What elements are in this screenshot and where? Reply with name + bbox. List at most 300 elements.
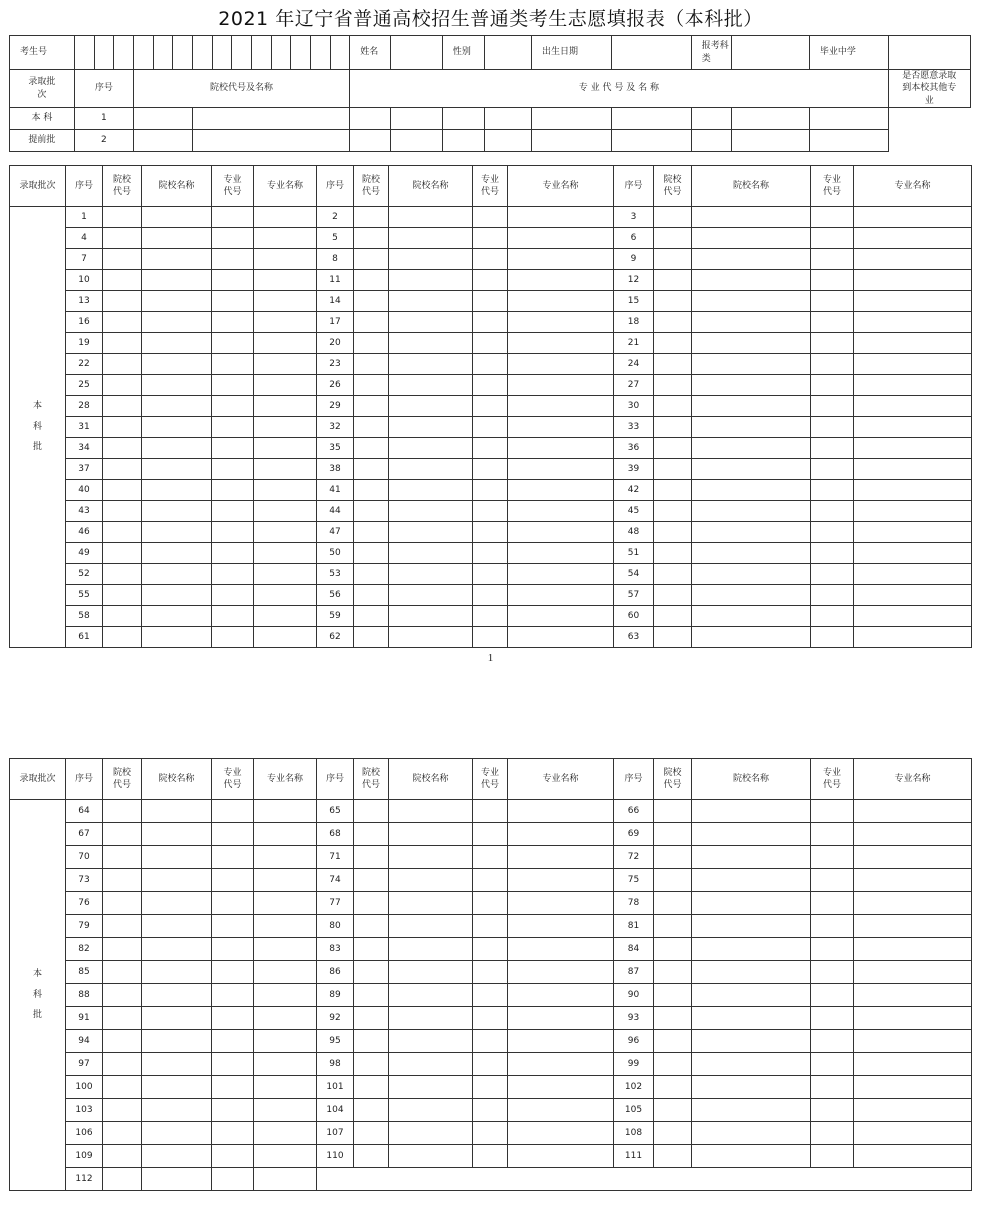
college-code-field[interactable] [103,938,142,961]
college-name-field[interactable] [142,501,212,522]
major-name-field[interactable] [854,522,972,543]
major-code-field[interactable] [473,823,508,846]
major-name-field[interactable] [254,459,317,480]
major-name-field[interactable] [508,869,614,892]
major-name-field[interactable] [254,1122,317,1145]
college-name-field[interactable] [142,915,212,938]
college-name-field[interactable] [692,522,811,543]
gender-field[interactable] [484,36,531,70]
college-name-field[interactable] [142,938,212,961]
major-code-field[interactable] [473,1099,508,1122]
major-name-field[interactable] [508,585,614,606]
college-name-field[interactable] [192,130,349,152]
college-code-field[interactable] [354,459,389,480]
major-code-field[interactable] [811,333,854,354]
exam-no-digit[interactable] [232,36,252,70]
major-code-field[interactable] [473,207,508,228]
college-name-field[interactable] [389,249,473,270]
college-name-field[interactable] [389,312,473,333]
major-code-field[interactable] [473,459,508,480]
exam-no-digit[interactable] [74,36,94,70]
college-code-field[interactable] [654,501,692,522]
major-name-field[interactable] [854,564,972,585]
major-name-field[interactable] [254,312,317,333]
major-name-field[interactable] [854,800,972,823]
college-code-field[interactable] [354,846,389,869]
exam-no-digit[interactable] [291,36,311,70]
college-name-field[interactable] [692,846,811,869]
major-code-field[interactable] [473,606,508,627]
major-name-field[interactable] [854,984,972,1007]
major-code-field[interactable] [212,1168,254,1191]
major-name-field[interactable] [854,1030,972,1053]
major-name-field[interactable] [254,606,317,627]
major-code-field[interactable] [473,1076,508,1099]
major-name-field[interactable] [854,459,972,480]
major-name-field[interactable] [254,375,317,396]
major-name-field[interactable] [254,270,317,291]
college-code-field[interactable] [103,606,142,627]
college-code-field[interactable] [103,459,142,480]
college-name-field[interactable] [142,417,212,438]
major-code-field[interactable] [811,522,854,543]
college-code-field[interactable] [654,869,692,892]
major-code-field[interactable] [212,915,254,938]
college-code-field[interactable] [103,375,142,396]
major-name-field[interactable] [732,108,810,130]
college-code-field[interactable] [654,438,692,459]
college-name-field[interactable] [692,823,811,846]
major-code-field[interactable] [811,984,854,1007]
college-name-field[interactable] [389,480,473,501]
major-code-field[interactable] [473,892,508,915]
college-code-field[interactable] [654,270,692,291]
college-name-field[interactable] [389,606,473,627]
college-code-field[interactable] [103,823,142,846]
college-code-field[interactable] [654,938,692,961]
college-name-field[interactable] [142,333,212,354]
college-name-field[interactable] [692,564,811,585]
college-code-field[interactable] [354,228,389,249]
major-name-field[interactable] [254,249,317,270]
major-name-field[interactable] [508,564,614,585]
college-code-field[interactable] [654,228,692,249]
college-name-field[interactable] [389,1122,473,1145]
major-name-field[interactable] [508,1122,614,1145]
college-name-field[interactable] [142,823,212,846]
major-code-field[interactable] [212,846,254,869]
major-code-field[interactable] [473,915,508,938]
college-name-field[interactable] [692,354,811,375]
college-name-field[interactable] [692,984,811,1007]
major-code-field[interactable] [212,1030,254,1053]
major-name-field[interactable] [508,396,614,417]
major-code-field[interactable] [212,1076,254,1099]
college-name-field[interactable] [389,1099,473,1122]
college-code-field[interactable] [654,1053,692,1076]
college-name-field[interactable] [142,846,212,869]
college-name-field[interactable] [389,585,473,606]
college-name-field[interactable] [692,438,811,459]
major-code-field[interactable] [212,438,254,459]
major-name-field[interactable] [254,984,317,1007]
college-name-field[interactable] [389,1053,473,1076]
major-code-field[interactable] [473,564,508,585]
college-code-field[interactable] [654,846,692,869]
major-name-field[interactable] [508,800,614,823]
college-code-field[interactable] [103,291,142,312]
college-code-field[interactable] [354,480,389,501]
college-name-field[interactable] [389,915,473,938]
major-code-field[interactable] [212,1122,254,1145]
major-name-field[interactable] [854,417,972,438]
major-name-field[interactable] [254,1030,317,1053]
college-code-field[interactable] [354,938,389,961]
major-code-field[interactable] [811,585,854,606]
exam-no-digit[interactable] [114,36,134,70]
college-name-field[interactable] [142,228,212,249]
college-name-field[interactable] [142,1030,212,1053]
major-code-field[interactable] [212,480,254,501]
major-code-field[interactable] [473,938,508,961]
major-code-field[interactable] [212,312,254,333]
college-code-field[interactable] [354,1099,389,1122]
college-code-field[interactable] [354,1007,389,1030]
college-code-field[interactable] [103,1122,142,1145]
college-code-field[interactable] [354,543,389,564]
college-name-field[interactable] [389,564,473,585]
major-name-field[interactable] [854,627,972,648]
major-name-field[interactable] [854,375,972,396]
college-code-field[interactable] [654,522,692,543]
college-name-field[interactable] [692,249,811,270]
college-name-field[interactable] [142,312,212,333]
major-code-field[interactable] [473,543,508,564]
major-name-field[interactable] [508,1053,614,1076]
college-code-field[interactable] [103,627,142,648]
exam-no-digit[interactable] [271,36,291,70]
major-code-field[interactable] [811,1145,854,1168]
major-name-field[interactable] [854,1076,972,1099]
college-name-field[interactable] [692,627,811,648]
major-code-field[interactable] [212,543,254,564]
major-code-field[interactable] [811,823,854,846]
college-code-field[interactable] [654,1030,692,1053]
major-code-field[interactable] [212,207,254,228]
college-name-field[interactable] [389,417,473,438]
college-name-field[interactable] [389,228,473,249]
major-name-field[interactable] [508,459,614,480]
college-code-field[interactable] [103,1099,142,1122]
college-name-field[interactable] [142,869,212,892]
major-name-field[interactable] [390,108,442,130]
college-code-field[interactable] [654,333,692,354]
major-code-field[interactable] [811,892,854,915]
major-name-field[interactable] [508,823,614,846]
college-code-field[interactable] [103,396,142,417]
college-name-field[interactable] [389,501,473,522]
major-code-field[interactable] [473,501,508,522]
major-name-field[interactable] [508,984,614,1007]
college-name-field[interactable] [142,1053,212,1076]
major-name-field[interactable] [254,627,317,648]
college-name-field[interactable] [692,1099,811,1122]
major-code-field[interactable] [531,130,611,152]
college-name-field[interactable] [692,207,811,228]
major-code-field[interactable] [473,375,508,396]
college-name-field[interactable] [692,312,811,333]
major-code-field[interactable] [811,249,854,270]
major-code-field[interactable] [350,130,391,152]
college-name-field[interactable] [142,1145,212,1168]
adjust-field[interactable] [809,108,888,130]
college-code-field[interactable] [654,823,692,846]
major-name-field[interactable] [854,938,972,961]
major-name-field[interactable] [508,1099,614,1122]
college-name-field[interactable] [692,291,811,312]
major-code-field[interactable] [811,438,854,459]
major-code-field[interactable] [212,417,254,438]
college-code-field[interactable] [103,543,142,564]
college-code-field[interactable] [354,1145,389,1168]
major-name-field[interactable] [254,291,317,312]
major-name-field[interactable] [611,108,691,130]
college-name-field[interactable] [692,270,811,291]
major-code-field[interactable] [212,228,254,249]
major-code-field[interactable] [212,1145,254,1168]
college-code-field[interactable] [354,396,389,417]
college-code-field[interactable] [654,564,692,585]
college-code-field[interactable] [103,480,142,501]
major-code-field[interactable] [473,961,508,984]
college-name-field[interactable] [692,1030,811,1053]
college-name-field[interactable] [389,1030,473,1053]
college-name-field[interactable] [142,291,212,312]
college-code-field[interactable] [103,333,142,354]
major-name-field[interactable] [508,291,614,312]
major-name-field[interactable] [508,501,614,522]
college-code-field[interactable] [654,984,692,1007]
major-name-field[interactable] [508,915,614,938]
college-name-field[interactable] [389,291,473,312]
major-name-field[interactable] [254,438,317,459]
college-name-field[interactable] [142,438,212,459]
major-code-field[interactable] [212,564,254,585]
major-code-field[interactable] [212,961,254,984]
major-name-field[interactable] [254,892,317,915]
major-code-field[interactable] [473,846,508,869]
college-code-field[interactable] [103,1007,142,1030]
major-name-field[interactable] [854,333,972,354]
college-name-field[interactable] [692,892,811,915]
major-code-field[interactable] [811,938,854,961]
major-code-field[interactable] [473,228,508,249]
major-name-field[interactable] [508,938,614,961]
major-code-field[interactable] [811,480,854,501]
major-name-field[interactable] [508,606,614,627]
major-code-field[interactable] [212,1053,254,1076]
college-name-field[interactable] [192,108,349,130]
major-code-field[interactable] [212,375,254,396]
major-name-field[interactable] [254,1053,317,1076]
major-name-field[interactable] [854,1145,972,1168]
college-name-field[interactable] [692,585,811,606]
major-code-field[interactable] [811,312,854,333]
major-code-field[interactable] [811,228,854,249]
college-name-field[interactable] [142,1168,212,1191]
college-name-field[interactable] [692,1007,811,1030]
major-code-field[interactable] [212,606,254,627]
college-code-field[interactable] [354,354,389,375]
major-code-field[interactable] [811,417,854,438]
major-name-field[interactable] [254,1168,317,1191]
college-name-field[interactable] [692,417,811,438]
college-code-field[interactable] [354,961,389,984]
major-name-field[interactable] [254,823,317,846]
college-code-field[interactable] [354,312,389,333]
major-name-field[interactable] [854,1053,972,1076]
college-name-field[interactable] [142,627,212,648]
college-code-field[interactable] [103,961,142,984]
college-code-field[interactable] [654,354,692,375]
major-code-field[interactable] [350,108,391,130]
major-code-field[interactable] [212,396,254,417]
major-code-field[interactable] [212,291,254,312]
major-code-field[interactable] [212,938,254,961]
major-name-field[interactable] [508,333,614,354]
college-name-field[interactable] [389,627,473,648]
college-code-field[interactable] [103,846,142,869]
college-code-field[interactable] [354,892,389,915]
major-code-field[interactable] [691,130,732,152]
college-code-field[interactable] [354,915,389,938]
major-code-field[interactable] [442,108,484,130]
major-code-field[interactable] [811,606,854,627]
college-code-field[interactable] [354,375,389,396]
college-code-field[interactable] [654,1007,692,1030]
exam-no-digit[interactable] [133,36,153,70]
major-name-field[interactable] [854,606,972,627]
major-name-field[interactable] [854,291,972,312]
major-name-field[interactable] [254,585,317,606]
major-code-field[interactable] [442,130,484,152]
exam-no-digit[interactable] [330,36,350,70]
major-name-field[interactable] [854,543,972,564]
college-name-field[interactable] [142,354,212,375]
college-name-field[interactable] [142,249,212,270]
college-name-field[interactable] [692,606,811,627]
major-name-field[interactable] [854,1099,972,1122]
major-code-field[interactable] [473,333,508,354]
major-name-field[interactable] [508,354,614,375]
college-name-field[interactable] [692,961,811,984]
major-code-field[interactable] [811,961,854,984]
college-code-field[interactable] [354,522,389,543]
college-name-field[interactable] [389,375,473,396]
college-name-field[interactable] [142,984,212,1007]
college-name-field[interactable] [142,270,212,291]
college-code-field[interactable] [654,915,692,938]
major-code-field[interactable] [691,108,732,130]
college-code-field[interactable] [103,869,142,892]
adjust-field[interactable] [809,130,888,152]
major-name-field[interactable] [254,1007,317,1030]
college-name-field[interactable] [389,846,473,869]
major-name-field[interactable] [484,108,531,130]
major-name-field[interactable] [254,396,317,417]
college-name-field[interactable] [389,961,473,984]
major-code-field[interactable] [473,1053,508,1076]
birth-field[interactable] [611,36,691,70]
college-name-field[interactable] [692,1122,811,1145]
college-name-field[interactable] [389,438,473,459]
major-code-field[interactable] [212,501,254,522]
major-code-field[interactable] [811,800,854,823]
major-name-field[interactable] [254,207,317,228]
major-code-field[interactable] [212,459,254,480]
major-name-field[interactable] [508,270,614,291]
major-code-field[interactable] [811,375,854,396]
college-name-field[interactable] [692,228,811,249]
college-name-field[interactable] [389,823,473,846]
major-code-field[interactable] [473,354,508,375]
college-code-field[interactable] [354,333,389,354]
college-code-field[interactable] [354,501,389,522]
college-name-field[interactable] [692,1076,811,1099]
major-name-field[interactable] [854,249,972,270]
college-name-field[interactable] [389,938,473,961]
college-code-field[interactable] [654,1145,692,1168]
major-code-field[interactable] [811,1007,854,1030]
major-code-field[interactable] [473,627,508,648]
college-code-field[interactable] [103,892,142,915]
major-name-field[interactable] [854,396,972,417]
major-name-field[interactable] [854,915,972,938]
college-code-field[interactable] [654,480,692,501]
major-name-field[interactable] [254,915,317,938]
college-code-field[interactable] [133,130,192,152]
college-code-field[interactable] [103,417,142,438]
college-name-field[interactable] [692,480,811,501]
college-name-field[interactable] [142,800,212,823]
college-name-field[interactable] [389,522,473,543]
college-code-field[interactable] [354,1053,389,1076]
major-code-field[interactable] [811,207,854,228]
college-code-field[interactable] [654,606,692,627]
college-name-field[interactable] [389,1076,473,1099]
exam-no-digit[interactable] [192,36,212,70]
college-code-field[interactable] [354,249,389,270]
college-name-field[interactable] [142,1099,212,1122]
major-name-field[interactable] [611,130,691,152]
major-code-field[interactable] [473,417,508,438]
college-code-field[interactable] [103,1053,142,1076]
college-name-field[interactable] [142,396,212,417]
college-name-field[interactable] [692,1145,811,1168]
college-code-field[interactable] [354,627,389,648]
college-name-field[interactable] [692,915,811,938]
major-code-field[interactable] [811,396,854,417]
college-name-field[interactable] [692,375,811,396]
major-code-field[interactable] [212,984,254,1007]
major-code-field[interactable] [473,585,508,606]
college-name-field[interactable] [389,1145,473,1168]
college-name-field[interactable] [142,375,212,396]
major-name-field[interactable] [254,522,317,543]
major-code-field[interactable] [811,459,854,480]
college-code-field[interactable] [103,1030,142,1053]
college-code-field[interactable] [354,207,389,228]
